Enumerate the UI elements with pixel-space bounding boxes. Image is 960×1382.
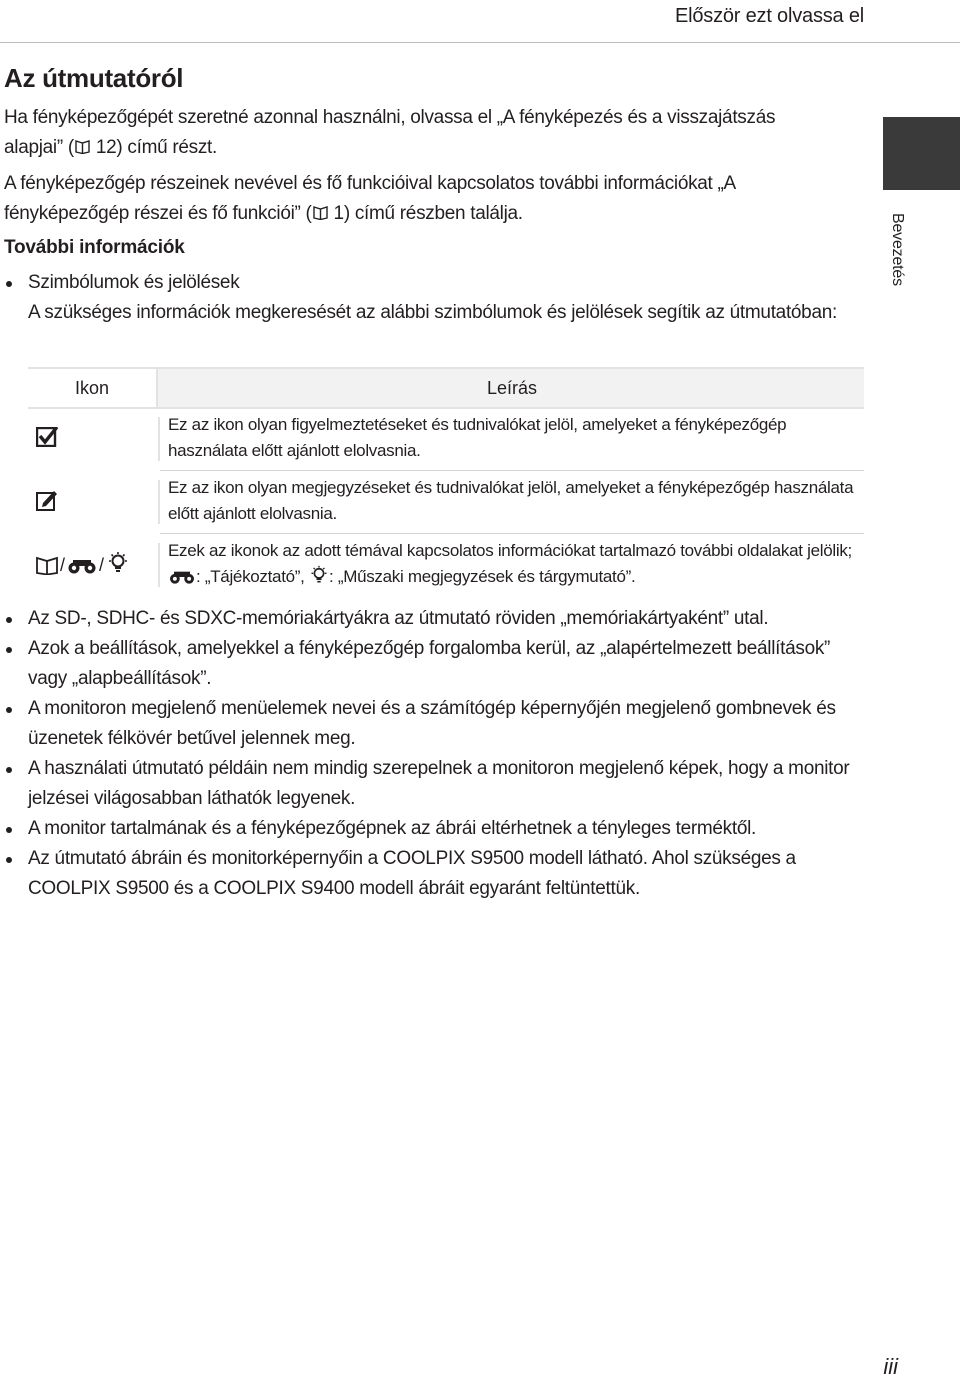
description-cell: Ez az ikon olyan figyelmeztetéseket és tudnivalókat jelöl, amelyeket a fényképezőgép használata előtt ajánlott elolvasnia. <box>160 409 864 471</box>
description-text: : „Tájékoztató”, <box>196 567 309 586</box>
list-item: A használati útmutató példáin nem mindig szerepelnek a monitoron megjelenő képek, hogy a monitor jelzései világosabban láthatók legyenek. <box>4 754 864 814</box>
intro-text: Ha fényképezőgépét szeretné azonnal használni, olvassa el „A fényképezés és a visszajátszás alapjai” ( <box>4 107 776 158</box>
page-reference: 1 <box>333 203 344 224</box>
icon-separator: / <box>60 555 66 575</box>
section-tab-marker <box>883 117 960 190</box>
symbols-title: Szimbólumok és jelölések <box>28 272 240 293</box>
note-pencil-icon <box>36 490 58 512</box>
description-cell <box>160 535 864 596</box>
list-item: A monitor tartalmának és a fényképezőgépnek az ábrái eltérhetnek a tényleges terméktől. <box>4 814 864 844</box>
symbols-description: A szükséges információk megkeresését az alábbi szimbólumok és jelölések segítik az útmutatóban: <box>28 302 837 323</box>
symbols-table <box>28 367 864 598</box>
intro-text: ) című részben találja. <box>343 203 523 224</box>
header-description-column: Leírás <box>486 378 538 398</box>
intro-paragraph-1 <box>4 103 834 163</box>
icon-cell <box>30 535 156 595</box>
symbols-intro-list <box>4 268 864 328</box>
binoculars-icon <box>168 569 196 585</box>
table-header <box>28 367 864 409</box>
book-reference-icon <box>75 139 90 154</box>
intro-text: A fényképezőgép részeinek nevével és fő funkcióival kapcsolatos további információkat „A fényképezőgép részei és fő funkciói” ( <box>4 173 735 224</box>
binoculars-icon <box>67 557 97 575</box>
header-icon-column: Ikon <box>28 369 158 407</box>
icon-separator: / <box>99 555 105 575</box>
intro-text: ) című részt. <box>116 137 218 158</box>
tips-lightbulb-icon <box>309 565 329 585</box>
icon-cell <box>30 409 156 470</box>
running-head: Először ezt olvassa el <box>674 5 864 27</box>
notes-list <box>4 604 864 904</box>
side-tab-label: Bevezetés <box>889 213 906 286</box>
more-info-heading: További információk <box>4 237 185 258</box>
icon-cell <box>30 472 156 533</box>
page-number: iii <box>883 1354 898 1379</box>
list-item: Az útmutató ábráin és monitorképernyőin a COOLPIX S9500 modell látható. Ahol szükséges a COOLPIX S9500 és a COOLPIX S9400 modell ábráit egyaránt feltüntettük. <box>4 844 864 904</box>
description-text: Ezek az ikonok az adott témával kapcsolatos információkat tartalmazó további oldalakat jelölik; <box>168 541 852 560</box>
section-title: Az útmutatóról <box>4 63 184 93</box>
table-row <box>28 409 864 472</box>
table-row <box>28 535 864 598</box>
list-item: Azok a beállítások, amelyekkel a fényképezőgép forgalomba kerül, az „alapértelmezett beállítások” vagy „alapbeállítások”. <box>4 634 864 694</box>
description-text: : „Műszaki megjegyzések és tárgymutató”. <box>329 567 636 586</box>
book-reference-icon <box>313 205 328 220</box>
table-row <box>28 472 864 535</box>
caution-checkmark-icon <box>36 427 58 447</box>
intro-paragraph-2 <box>4 169 834 229</box>
list-item <box>4 268 864 328</box>
tips-lightbulb-icon <box>106 551 130 575</box>
book-icon <box>36 555 58 575</box>
description-cell: Ez az ikon olyan megjegyzéseket és tudnivalókat jelöl, amelyeket a fényképezőgép használata előtt ajánlott elolvasnia. <box>160 472 864 534</box>
page-reference: 12 <box>95 137 117 158</box>
header-rule <box>0 42 960 43</box>
icon-group <box>36 551 130 577</box>
list-item: A monitoron megjelenő menüelemek nevei és a számítógép képernyőjén megjelenő gombnevek és üzenetek félkövér betűvel jelennek meg. <box>4 694 864 754</box>
list-item: Az SD-, SDHC- és SDXC-memóriakártyákra az útmutató röviden „memóriakártyaként” utal. <box>4 604 864 634</box>
